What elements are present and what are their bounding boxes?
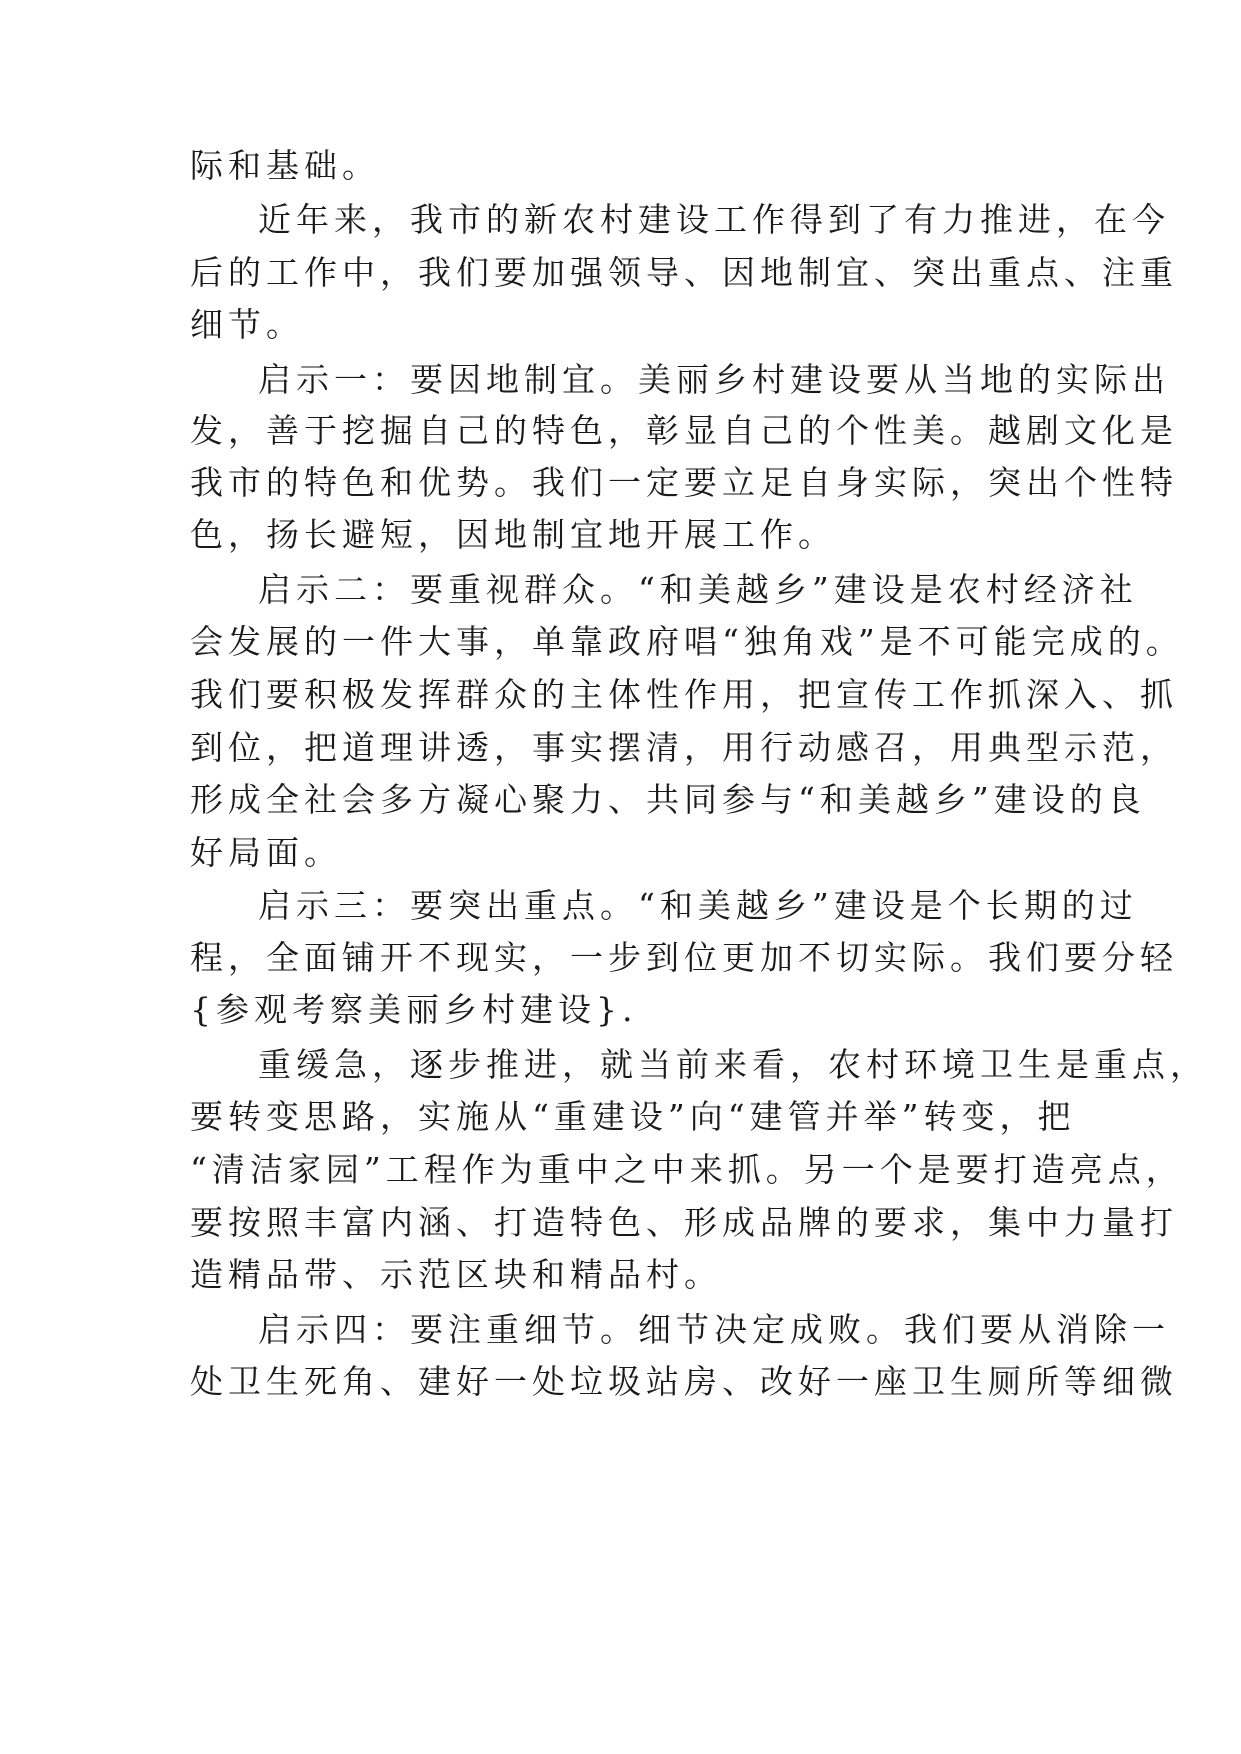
text-line: 启示三：要突出重点。“和美越乡”建设是个长期的过 — [258, 886, 1138, 925]
text-line: 细节。 — [190, 305, 304, 344]
text-line: {参观考察美丽乡村建设}. — [190, 990, 638, 1029]
text-line: 启示四：要注重细节。细节决定成败。我们要从消除一 — [258, 1310, 1170, 1349]
text-line: 好局面。 — [190, 833, 342, 872]
text-line: 到位，把道理讲透，事实摆清，用行动感召，用典型示范， — [190, 728, 1178, 767]
text-line: 色，扬长避短，因地制宜地开展工作。 — [190, 515, 836, 554]
text-line: 我市的特色和优势。我们一定要立足自身实际，突出个性特 — [190, 463, 1178, 502]
text-line: 启示一：要因地制宜。美丽乡村建设要从当地的实际出 — [258, 360, 1170, 399]
text-line: 启示二：要重视群众。“和美越乡”建设是农村经济社 — [258, 570, 1138, 609]
text-line: 形成全社会多方凝心聚力、共同参与“和美越乡”建设的良 — [190, 780, 1146, 819]
text-line: 后的工作中，我们要加强领导、因地制宜、突出重点、注重 — [190, 253, 1178, 292]
text-line: 发，善于挖掘自己的特色，彰显自己的个性美。越剧文化是 — [190, 411, 1178, 450]
text-line: 造精品带、示范区块和精品村。 — [190, 1255, 722, 1294]
text-line: 重缓急，逐步推进，就当前来看，农村环境卫生是重点， — [258, 1045, 1208, 1084]
text-line: 近年来，我市的新农村建设工作得到了有力推进，在今 — [258, 200, 1170, 239]
text-line: 际和基础。 — [190, 146, 380, 185]
text-line: 要按照丰富内涵、打造特色、形成品牌的要求，集中力量打 — [190, 1203, 1178, 1242]
text-line: 要转变思路，实施从“重建设”向“建管并举”转变，把 — [190, 1097, 1076, 1136]
text-line: “清洁家园”工程作为重中之中来抓。另一个是要打造亮点， — [190, 1150, 1184, 1189]
text-line: 会发展的一件大事，单靠政府唱“独角戏”是不可能完成的。 — [190, 622, 1184, 661]
text-line: 程，全面铺开不现实，一步到位更加不切实际。我们要分轻 — [190, 938, 1178, 977]
text-line: 我们要积极发挥群众的主体性作用，把宣传工作抓深入、抓 — [190, 675, 1178, 714]
text-line: 处卫生死角、建好一处垃圾站房、改好一座卫生厕所等细微 — [190, 1362, 1178, 1401]
